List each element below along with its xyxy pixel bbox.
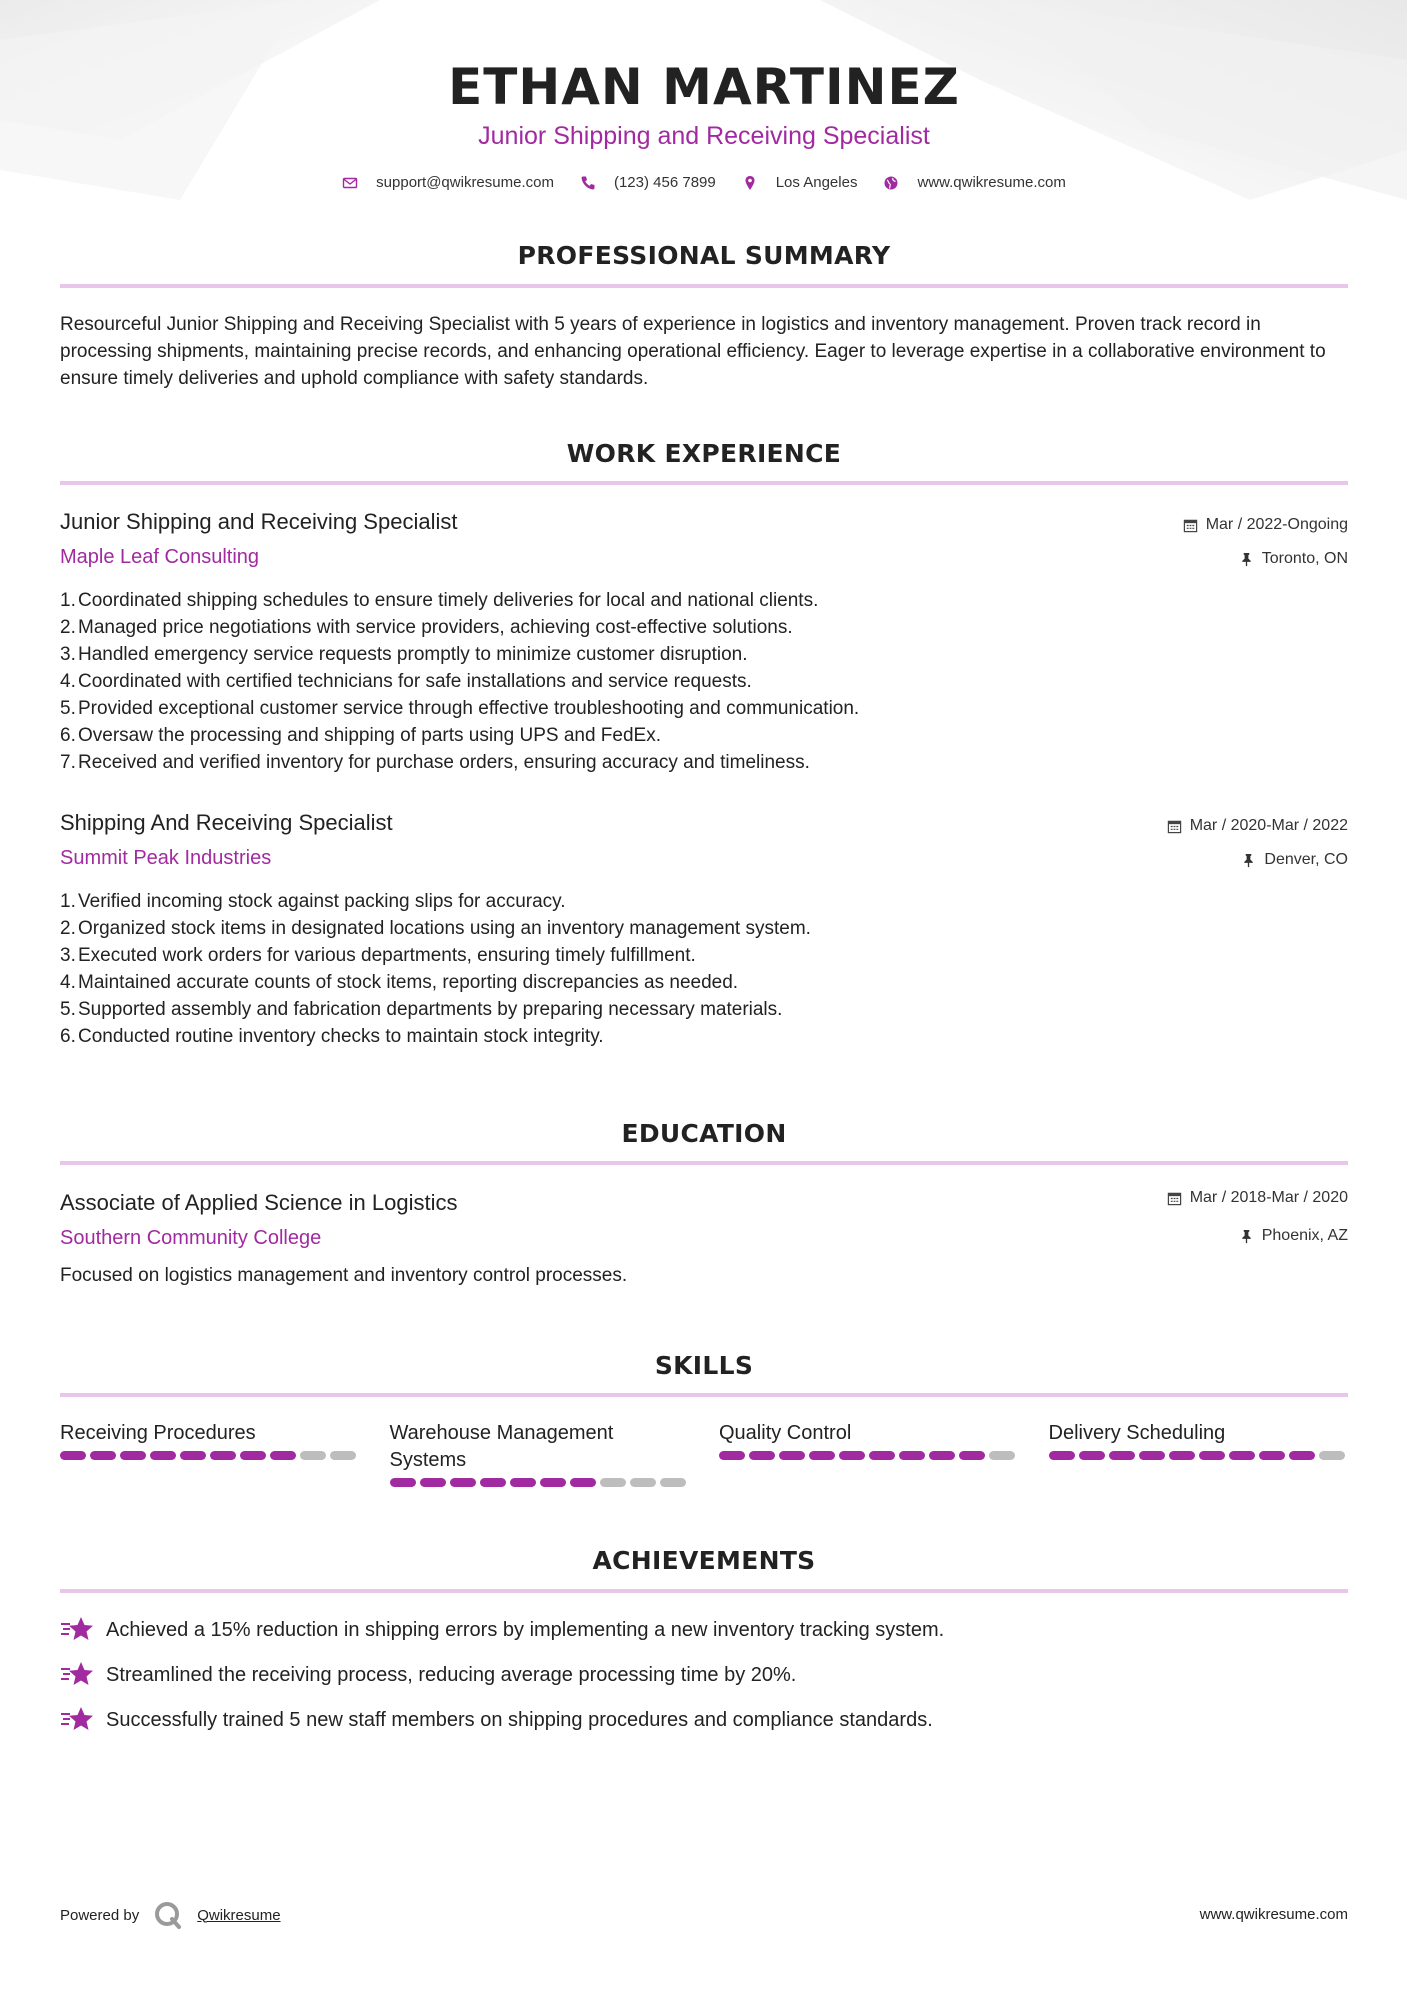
skill-level-bar bbox=[719, 1451, 1019, 1460]
achievement-item bbox=[60, 1615, 1348, 1645]
skill-segment-filled bbox=[450, 1478, 476, 1487]
job-location-text: Denver, CO bbox=[1264, 851, 1348, 868]
achievements-divider bbox=[60, 1589, 1348, 1593]
experience-divider bbox=[60, 481, 1348, 485]
skill-segment-filled bbox=[1259, 1451, 1285, 1460]
achievement-text: Achieved a 15% reduction in shipping errors by implementing a new inventory tracking system. bbox=[106, 1618, 945, 1641]
list-item: Oversaw the processing and shipping of parts using UPS and FedEx. bbox=[78, 725, 661, 746]
star-icon bbox=[60, 1615, 94, 1645]
list-item: Supported assembly and fabrication departments by preparing necessary materials. bbox=[78, 999, 783, 1020]
education-divider bbox=[60, 1161, 1348, 1165]
contact-location bbox=[742, 174, 858, 191]
footer-website-link[interactable]: www.qwikresume.com bbox=[1199, 1906, 1348, 1923]
list-item: Provided exceptional customer service through effective troubleshooting and communication. bbox=[78, 698, 860, 719]
skill-segment-filled bbox=[270, 1451, 296, 1460]
job-title: Shipping And Receiving Specialist bbox=[60, 810, 393, 835]
skill-segment-filled bbox=[210, 1451, 236, 1460]
skills-divider bbox=[60, 1393, 1348, 1397]
skill-segment-filled bbox=[480, 1478, 506, 1487]
skill-segment-empty bbox=[630, 1478, 656, 1487]
brand-link[interactable]: Qwikresume bbox=[197, 1906, 281, 1924]
skill-segment-empty bbox=[989, 1451, 1015, 1460]
job-location bbox=[1241, 851, 1348, 869]
calendar-icon bbox=[1167, 819, 1182, 834]
list-item: Coordinated shipping schedules to ensure timely deliveries for local and national clients. bbox=[78, 590, 819, 611]
achievement-item bbox=[60, 1660, 1348, 1690]
education-location bbox=[1239, 1227, 1348, 1245]
skill-segment-filled bbox=[1079, 1451, 1105, 1460]
skill-segment-filled bbox=[150, 1451, 176, 1460]
job-duties-list bbox=[60, 888, 1348, 1050]
list-item: Handled emergency service requests promptly to minimize customer disruption. bbox=[78, 644, 748, 665]
skill-item bbox=[1049, 1420, 1349, 1487]
skill-segment-filled bbox=[60, 1451, 86, 1460]
job-dates bbox=[1183, 516, 1348, 534]
contact-bar bbox=[60, 174, 1348, 191]
job-title: Junior Shipping and Receiving Specialist bbox=[60, 509, 458, 534]
contact-location-text: Los Angeles bbox=[775, 174, 858, 191]
phone-icon bbox=[580, 175, 596, 191]
summary-text: Resourceful Junior Shipping and Receiving Specialist with 5 years of experience in logistics and inventory management. Proven track record in processing shipments, maintaining precise records, and enhancing operational efficiency. Eager to leverage expertise in a collaborative environment to ensure timely deliveries and uphold compliance with safety standards. bbox=[60, 314, 1326, 389]
education-heading: EDUCATION bbox=[621, 1119, 787, 1148]
star-icon bbox=[60, 1660, 94, 1690]
degree-title: Associate of Applied Science in Logistics bbox=[60, 1190, 458, 1215]
education-location-text: Phoenix, AZ bbox=[1261, 1227, 1348, 1244]
skill-segment-filled bbox=[809, 1451, 835, 1460]
skill-segment-filled bbox=[1049, 1451, 1075, 1460]
skill-segment-filled bbox=[1199, 1451, 1225, 1460]
skill-name: Quality Control bbox=[719, 1422, 852, 1444]
pushpin-icon bbox=[1241, 853, 1256, 868]
skill-item bbox=[390, 1420, 690, 1487]
skill-segment-filled bbox=[839, 1451, 865, 1460]
candidate-role: Junior Shipping and Receiving Specialist bbox=[478, 122, 930, 150]
skill-segment-filled bbox=[899, 1451, 925, 1460]
skill-level-bar bbox=[60, 1451, 360, 1460]
job-company: Summit Peak Industries bbox=[60, 847, 272, 869]
skill-name: Warehouse Management Systems bbox=[389, 1422, 614, 1471]
map-pin-icon bbox=[742, 175, 758, 191]
skills-heading: SKILLS bbox=[654, 1351, 754, 1380]
list-item: Conducted routine inventory checks to maintain stock integrity. bbox=[78, 1026, 604, 1047]
skill-segment-empty bbox=[660, 1478, 686, 1487]
contact-phone[interactable] bbox=[580, 174, 716, 191]
list-item: Executed work orders for various departments, ensuring timely fulfillment. bbox=[78, 945, 696, 966]
achievement-text: Successfully trained 5 new staff members on shipping procedures and compliance standards. bbox=[106, 1708, 933, 1731]
job-duties-list bbox=[60, 587, 1348, 776]
skill-segment-filled bbox=[749, 1451, 775, 1460]
skill-name: Delivery Scheduling bbox=[1048, 1422, 1226, 1444]
pushpin-icon bbox=[1239, 1229, 1254, 1244]
skill-segment-filled bbox=[719, 1451, 745, 1460]
achievements-heading: ACHIEVEMENTS bbox=[592, 1546, 816, 1575]
qwikresume-logo-icon bbox=[153, 1900, 183, 1930]
education-dates-text: Mar / 2018-Mar / 2020 bbox=[1189, 1189, 1348, 1206]
list-item: Managed price negotiations with service providers, achieving cost-effective solutions. bbox=[78, 617, 793, 638]
list-item: Maintained accurate counts of stock items, reporting discrepancies as needed. bbox=[78, 972, 739, 993]
candidate-name: ETHAN MARTINEZ bbox=[448, 58, 960, 116]
star-icon bbox=[60, 1705, 94, 1735]
contact-email-text: support@qwikresume.com bbox=[376, 174, 554, 191]
skill-segment-filled bbox=[240, 1451, 266, 1460]
skill-segment-filled bbox=[1169, 1451, 1195, 1460]
envelope-icon bbox=[342, 175, 358, 191]
skill-segment-filled bbox=[1109, 1451, 1135, 1460]
skill-segment-empty bbox=[600, 1478, 626, 1487]
skill-item bbox=[719, 1420, 1019, 1487]
education-dates bbox=[1167, 1189, 1348, 1207]
job-dates bbox=[1167, 817, 1348, 835]
skill-level-bar bbox=[1049, 1451, 1349, 1460]
skill-segment-filled bbox=[779, 1451, 805, 1460]
job-location bbox=[1239, 550, 1348, 568]
skill-segment-filled bbox=[390, 1478, 416, 1487]
skill-item bbox=[60, 1420, 360, 1487]
skill-segment-filled bbox=[1289, 1451, 1315, 1460]
skill-segment-empty bbox=[300, 1451, 326, 1460]
school-name: Southern Community College bbox=[60, 1227, 322, 1249]
skill-segment-filled bbox=[420, 1478, 446, 1487]
skill-segment-filled bbox=[1229, 1451, 1255, 1460]
contact-website-text: www.qwikresume.com bbox=[917, 174, 1066, 191]
skill-segment-filled bbox=[869, 1451, 895, 1460]
achievement-text: Streamlined the receiving process, reducing average processing time by 20%. bbox=[106, 1663, 797, 1686]
job-dates-text: Mar / 2020-Mar / 2022 bbox=[1189, 817, 1348, 834]
skill-segment-filled bbox=[540, 1478, 566, 1487]
skill-segment-filled bbox=[180, 1451, 206, 1460]
pushpin-icon bbox=[1239, 552, 1254, 567]
education-description: Focused on logistics management and inventory control processes. bbox=[60, 1265, 628, 1286]
list-item: Verified incoming stock against packing slips for accuracy. bbox=[78, 891, 566, 912]
job-location-text: Toronto, ON bbox=[1261, 550, 1348, 567]
footer-powered-by bbox=[60, 1900, 281, 1930]
calendar-icon bbox=[1183, 518, 1198, 533]
job-dates-text: Mar / 2022-Ongoing bbox=[1205, 516, 1348, 533]
skill-segment-filled bbox=[1139, 1451, 1165, 1460]
job-company: Maple Leaf Consulting bbox=[60, 546, 260, 568]
contact-phone-text: (123) 456 7899 bbox=[613, 174, 716, 191]
contact-website[interactable] bbox=[883, 174, 1065, 191]
skill-segment-filled bbox=[120, 1451, 146, 1460]
calendar-icon bbox=[1167, 1191, 1182, 1206]
skill-segment-filled bbox=[570, 1478, 596, 1487]
skill-level-bar bbox=[390, 1478, 690, 1487]
globe-icon bbox=[883, 175, 899, 191]
contact-email[interactable] bbox=[342, 174, 554, 191]
skill-segment-filled bbox=[510, 1478, 536, 1487]
summary-heading: PROFESSIONAL SUMMARY bbox=[517, 241, 891, 270]
skill-segment-filled bbox=[959, 1451, 985, 1460]
achievement-item bbox=[60, 1705, 1348, 1735]
skill-segment-filled bbox=[90, 1451, 116, 1460]
list-item: Received and verified inventory for purchase orders, ensuring accuracy and timeliness. bbox=[78, 752, 810, 773]
skill-name: Receiving Procedures bbox=[60, 1422, 256, 1444]
skill-segment-filled bbox=[929, 1451, 955, 1460]
skill-segment-empty bbox=[1319, 1451, 1345, 1460]
list-item: Coordinated with certified technicians for safe installations and service requests. bbox=[78, 671, 752, 692]
powered-by-label: Powered by bbox=[60, 1906, 140, 1924]
list-item: Organized stock items in designated locations using an inventory management system. bbox=[78, 918, 811, 939]
experience-heading: WORK EXPERIENCE bbox=[566, 439, 842, 468]
summary-divider bbox=[60, 284, 1348, 288]
skill-segment-empty bbox=[330, 1451, 356, 1460]
skills-grid bbox=[60, 1420, 1348, 1487]
